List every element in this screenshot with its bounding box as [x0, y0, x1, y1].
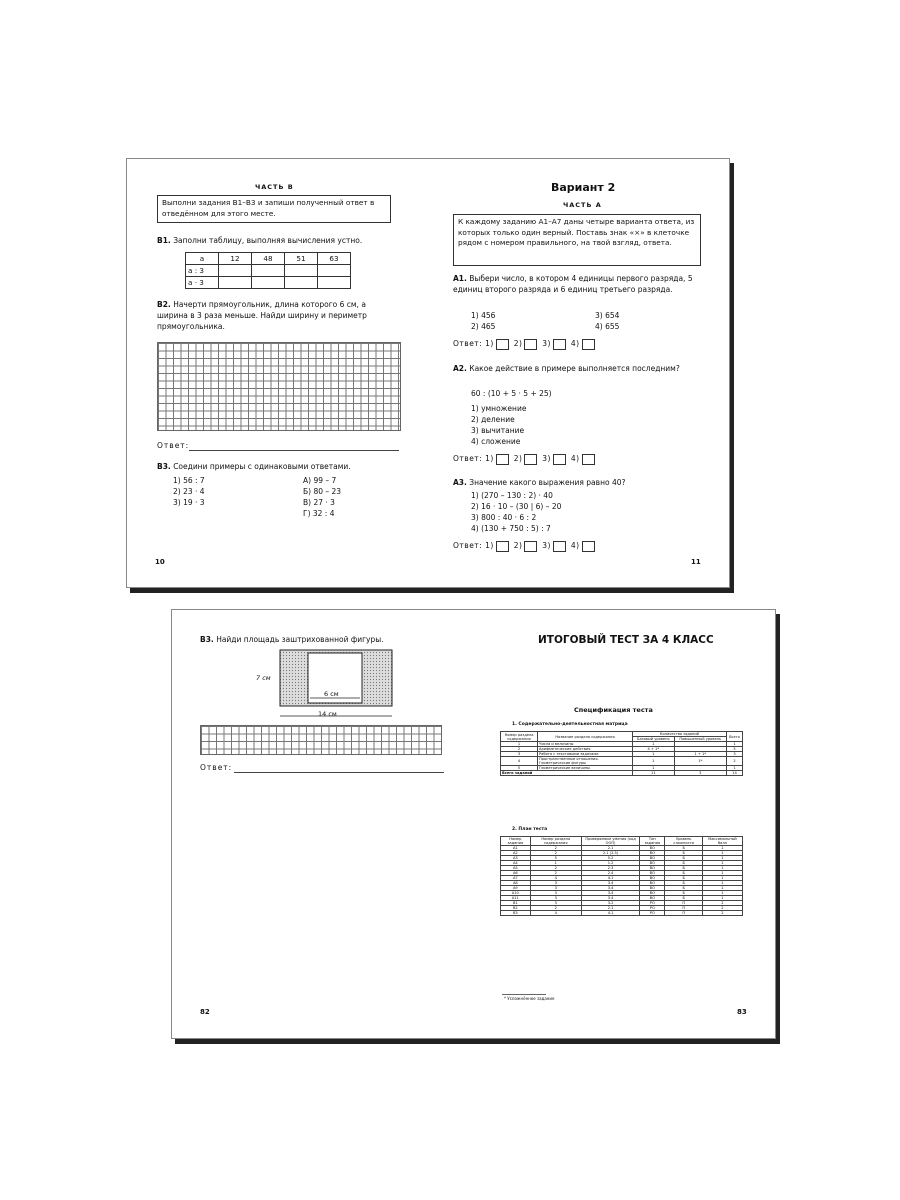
answer-checkbox[interactable] [582, 454, 595, 465]
table-header-cell: 12 [219, 253, 252, 265]
table-header-cell: Номер раздела содержания [530, 837, 581, 846]
task-b3-label: В3. [200, 635, 214, 644]
list-item: Г) 32 : 4 [303, 509, 335, 518]
table-cell: ВО [640, 886, 665, 891]
option-2: 2) [513, 541, 523, 550]
table-header-cell: Уровень сложности [665, 837, 702, 846]
a3-options [471, 490, 561, 534]
table-cell: a : 3 [186, 265, 219, 277]
option: 4) сложение [471, 437, 521, 446]
page-number-right: 83 [737, 1008, 747, 1016]
task-a3 [453, 477, 703, 488]
table-cell: П [665, 911, 702, 916]
table-cell: Б [665, 861, 702, 866]
table-cell: Числа и величины [538, 742, 633, 747]
task-a1-text: Выбери число, в котором 4 единицы первого разряда, 5 единиц второго разряда и 6 единиц третьего разряда. [453, 274, 693, 294]
table-cell: А10 [501, 891, 531, 896]
table-row [186, 253, 351, 265]
table-cell: 4 [530, 911, 581, 916]
table-row [501, 757, 743, 766]
table-cell: 1 [702, 846, 742, 851]
b3-left-column [173, 475, 205, 508]
page-number-right: 11 [691, 558, 701, 566]
table-cell: 2 [726, 757, 742, 766]
task-b1-text: Заполни таблицу, выполняя вычисления устно. [173, 236, 363, 245]
page-number-left: 10 [155, 558, 165, 566]
part-b-header: ЧАСТЬ В [255, 183, 294, 191]
table-cell: 4 [530, 876, 581, 881]
table-header-cell: 63 [318, 253, 351, 265]
option-1: 1) [485, 541, 494, 550]
list-item: В) 27 · 3 [303, 498, 335, 507]
table-cell: 3.4 [581, 881, 639, 886]
page-number-left: 82 [200, 1008, 210, 1016]
table-header-cell: Повышенный уровень [674, 737, 726, 742]
option: 3) 800 : 40 · 6 : 2 [471, 513, 537, 522]
table-cell: 3.4 [581, 896, 639, 901]
table-cell: РО [640, 901, 665, 906]
table-cell: Б [665, 871, 702, 876]
table-cell: 1 [726, 742, 742, 747]
answer-checkbox[interactable] [496, 339, 509, 350]
task-a2-text: Какое действие в примере выполняется последним? [469, 364, 680, 373]
task-a3-label: А3. [453, 478, 467, 487]
option-4: 4) [570, 454, 580, 463]
matrix-title: 1. Содержательно-деятельностная матрица [512, 722, 628, 727]
variant-title: Вариант 2 [551, 181, 616, 194]
table-cell [252, 277, 285, 289]
drawing-grid [157, 342, 401, 431]
table-header-cell: Номер задания [501, 837, 531, 846]
task-b1 [157, 235, 397, 246]
footnote: * Усложнённое задание [504, 996, 555, 1001]
table-cell: Б [665, 866, 702, 871]
table-cell: 4.1 [581, 911, 639, 916]
dimension-inner-label: 6 см [324, 690, 339, 698]
table-cell: 5 [530, 856, 581, 861]
table-row [186, 265, 351, 277]
answer-checkbox[interactable] [496, 454, 509, 465]
table-cell: 1 [501, 742, 538, 747]
option-4: 4) [570, 339, 580, 348]
task-b2-text: Начерти прямоугольник, длина которого 6 см, а ширина в 3 раза меньше. Найди ширину и периметр прямоугольника. [157, 300, 367, 331]
option-4: 4) [570, 541, 580, 550]
table-cell: 5.2 [581, 856, 639, 861]
table-cell: А9 [501, 886, 531, 891]
test-title: ИТОГОВЫЙ ТЕСТ ЗА 4 КЛАСС [538, 634, 714, 646]
table-cell: В2 [501, 906, 531, 911]
table-cell: 2.1 [581, 906, 639, 911]
a3-answer-row [453, 540, 597, 552]
option: 2) 465 [471, 322, 496, 331]
table-cell: ВО [640, 856, 665, 861]
table-cell: Пространственные отношения. Геометрические фигуры [538, 757, 633, 766]
table-cell: Б [665, 891, 702, 896]
table-cell: ВО [640, 866, 665, 871]
table-cell: Б [665, 856, 702, 861]
table-cell: Арифметические действия [538, 747, 633, 752]
spec-title: Спецификация теста [574, 706, 653, 714]
table-cell: 1 [702, 891, 742, 896]
task-b3-label: В3. [157, 462, 171, 471]
a1-answer-row [453, 338, 597, 350]
option: 1) 456 [471, 311, 496, 320]
table-cell: 3 [530, 886, 581, 891]
dimension-bottom-label: 14 см [318, 710, 337, 718]
table-cell: 1 [702, 866, 742, 871]
answer-label: Ответ: [453, 454, 483, 463]
option-3: 3) [542, 339, 551, 348]
option-3: 3) [542, 541, 551, 550]
answer-checkbox[interactable] [582, 339, 595, 350]
table-cell: 3.4 [581, 891, 639, 896]
table-cell: А6 [501, 871, 531, 876]
option: 2) деление [471, 415, 515, 424]
table-cell: 1 [726, 766, 742, 771]
table-header-cell: Базовый уровень [633, 737, 675, 742]
list-item: 1) 56 : 7 [173, 476, 205, 485]
table-cell: 2 [530, 846, 581, 851]
table-cell: 3.4 [581, 886, 639, 891]
table-cell: 2 [702, 901, 742, 906]
plan-table [500, 836, 743, 916]
table-cell: РО [640, 911, 665, 916]
table-cell [318, 277, 351, 289]
table-cell: 1 [702, 881, 742, 886]
table-cell: 2 [530, 871, 581, 876]
table-cell: 1 [702, 871, 742, 876]
book-spread-pages-10-11 [126, 158, 730, 588]
table-cell: 3 [726, 752, 742, 757]
table-cell: ВО [640, 891, 665, 896]
table-cell: a · 3 [186, 277, 219, 289]
table-row [501, 837, 743, 846]
table-cell: 1 [530, 861, 581, 866]
footnote-rule [502, 994, 546, 995]
table-header-cell: Тип задания [640, 837, 665, 846]
task-b2-label: В2. [157, 300, 171, 309]
table-cell: А3 [501, 856, 531, 861]
table-cell: Б [665, 876, 702, 881]
table-cell [285, 277, 318, 289]
table-cell: 1 [633, 752, 675, 757]
table-header-cell: Номер раздела содержания [501, 732, 538, 742]
table-cell: 2 [530, 906, 581, 911]
option: 4) 655 [595, 322, 620, 331]
option-2: 2) [513, 454, 523, 463]
option: 1) (270 – 130 : 2) · 40 [471, 491, 553, 500]
table-cell: 14 [726, 771, 742, 776]
table-cell: 2 [530, 851, 581, 856]
task-b3-text: Найди площадь заштрихованной фигуры. [216, 635, 384, 644]
table-cell [219, 277, 252, 289]
table-cell: 3 [530, 896, 581, 901]
task-b1-label: В1. [157, 236, 171, 245]
answer-label: Ответ: [453, 541, 483, 550]
table-cell: 1 [702, 896, 742, 901]
table-cell: 3 [674, 771, 726, 776]
task-b3 [157, 461, 397, 472]
table-header-cell: Всего [726, 732, 742, 742]
option: 3) вычитание [471, 426, 525, 435]
matrix-table [500, 731, 743, 776]
table-header-cell: a [186, 253, 219, 265]
a2-answer-row [453, 453, 597, 465]
table-cell: ВО [640, 876, 665, 881]
list-item: 3) 19 · 3 [173, 498, 205, 507]
table-cell: А2 [501, 851, 531, 856]
option-3: 3) [542, 454, 551, 463]
table-cell: 2 [702, 906, 742, 911]
task-b3-area [200, 634, 440, 645]
task-b2 [157, 299, 397, 332]
option: 2) 16 · 10 – (30 | 6) – 20 [471, 502, 562, 511]
table-cell: ВО [640, 846, 665, 851]
table-cell: Б [665, 846, 702, 851]
table-cell: 11 [633, 771, 675, 776]
table-cell: Б [665, 881, 702, 886]
answer-checkbox[interactable] [553, 454, 566, 465]
table-cell: ВО [640, 881, 665, 886]
table-cell: 4.1 [581, 876, 639, 881]
table-cell: 2 [702, 911, 742, 916]
answer-label: Ответ: [157, 441, 190, 450]
answer-checkbox[interactable] [582, 541, 595, 552]
table-cell: 1 [702, 886, 742, 891]
task-a1 [453, 273, 703, 295]
table-cell: А7 [501, 876, 531, 881]
answer-checkbox[interactable] [524, 339, 537, 350]
table-cell: 2 [501, 747, 538, 752]
part-b-instruction: Выполни задания В1–В3 и запиши полученный ответ в отведённом для этого месте. [157, 195, 391, 223]
table-cell: Геометрические величины [538, 766, 633, 771]
table-cell: А8 [501, 881, 531, 886]
table-cell: 1 [702, 851, 742, 856]
a2-options [471, 403, 526, 447]
table-cell: Всего заданий [501, 771, 633, 776]
table-cell: 1 [702, 876, 742, 881]
table-cell: 2.1 (2.5) [581, 851, 639, 856]
table-cell: ВО [640, 896, 665, 901]
table-cell: 1.2 [581, 861, 639, 866]
table-cell: 3 [530, 891, 581, 896]
list-item: 2) 23 · 4 [173, 487, 205, 496]
table-cell: П [665, 901, 702, 906]
a1-options [471, 310, 701, 332]
table-cell: 4 + 1* [633, 747, 675, 752]
table-header-cell: Количество заданий [633, 732, 727, 737]
part-a-header: ЧАСТЬ А [563, 201, 602, 209]
table-cell: 5 [726, 747, 742, 752]
table-cell: 1 [633, 757, 675, 766]
task-a3-text: Значение какого выражения равно 40? [469, 478, 626, 487]
table-cell [219, 265, 252, 277]
table-cell: 1 [633, 766, 675, 771]
table-cell: ВО [640, 851, 665, 856]
option-2: 2) [513, 339, 523, 348]
table-cell: В3 [501, 911, 531, 916]
task-a2-label: А2. [453, 364, 467, 373]
table-cell: 3 [530, 901, 581, 906]
task-a1-label: А1. [453, 274, 467, 283]
table-row [186, 277, 351, 289]
answer-checkbox[interactable] [496, 541, 509, 552]
table-cell: 2.1 [581, 846, 639, 851]
table-header-cell: Название раздела содержания [538, 732, 633, 742]
option: 3) 654 [595, 311, 620, 320]
table-cell: 1 [702, 861, 742, 866]
book-spread-pages-82-83 [171, 609, 776, 1039]
table-cell: 3.2 [581, 901, 639, 906]
table-cell [252, 265, 285, 277]
table-cell: 4 [501, 757, 538, 766]
list-item: Б) 80 – 23 [303, 487, 342, 496]
table-header-cell: 48 [252, 253, 285, 265]
answer-line [234, 772, 444, 773]
answer-label: Ответ: [453, 339, 483, 348]
table-header-cell: Максимальный балл [702, 837, 742, 846]
table-cell: А11 [501, 896, 531, 901]
answer-checkbox[interactable] [553, 339, 566, 350]
table-row [501, 911, 743, 916]
table-cell: 2 [530, 866, 581, 871]
table-cell: 3 [530, 881, 581, 886]
option-1: 1) [485, 339, 494, 348]
table-cell: Б [665, 886, 702, 891]
answer-grid [200, 725, 442, 755]
table-cell: А4 [501, 861, 531, 866]
table-cell: Работа с текстовыми задачами [538, 752, 633, 757]
table-cell: 1* [674, 757, 726, 766]
table-cell [318, 265, 351, 277]
option: 4) (130 + 750 : 5) : 7 [471, 524, 551, 533]
answer-checkbox[interactable] [524, 454, 537, 465]
table-cell: 2.4 [581, 871, 639, 876]
b3-right-column [303, 475, 341, 519]
table-cell: 3 [501, 752, 538, 757]
list-item: А) 99 – 7 [303, 476, 337, 485]
table-cell: А5 [501, 866, 531, 871]
table-cell: РО [640, 906, 665, 911]
table-cell: П [665, 906, 702, 911]
table-cell: 1 [633, 742, 675, 747]
table-cell: 1 [702, 856, 742, 861]
table-cell: В1 [501, 901, 531, 906]
table-header-cell: 51 [285, 253, 318, 265]
task-a2 [453, 363, 703, 374]
table-cell: Б [665, 896, 702, 901]
b1-table [185, 252, 351, 289]
answer-checkbox[interactable] [553, 541, 566, 552]
option-1: 1) [485, 454, 494, 463]
option: 1) умножение [471, 404, 527, 413]
table-cell: 1 + 1* [674, 752, 726, 757]
a2-expression: 60 : (10 + 5 · 5 + 25) [471, 389, 552, 398]
part-a-instruction: К каждому заданию А1–А7 даны четыре варианта ответа, из которых только один верный. Поставь знак «×» в клеточке рядом с номером правильного, на твой взгляд, ответа. [453, 214, 701, 266]
table-cell: ВО [640, 861, 665, 866]
table-cell [285, 265, 318, 277]
table-cell: Б [665, 851, 702, 856]
table-header-cell: Проверяемые умения (код ООП) [581, 837, 639, 846]
plan-title: 2. План теста [512, 827, 548, 832]
table-row [501, 771, 743, 776]
answer-checkbox[interactable] [524, 541, 537, 552]
table-cell: ВО [640, 871, 665, 876]
answer-line [189, 450, 399, 451]
dimension-left-label: 7 см [256, 674, 271, 682]
table-cell: 2.3 [581, 866, 639, 871]
task-b3-text: Соедини примеры с одинаковыми ответами. [173, 462, 351, 471]
table-cell: 5 [501, 766, 538, 771]
answer-label: Ответ: [200, 763, 233, 772]
table-cell: А1 [501, 846, 531, 851]
